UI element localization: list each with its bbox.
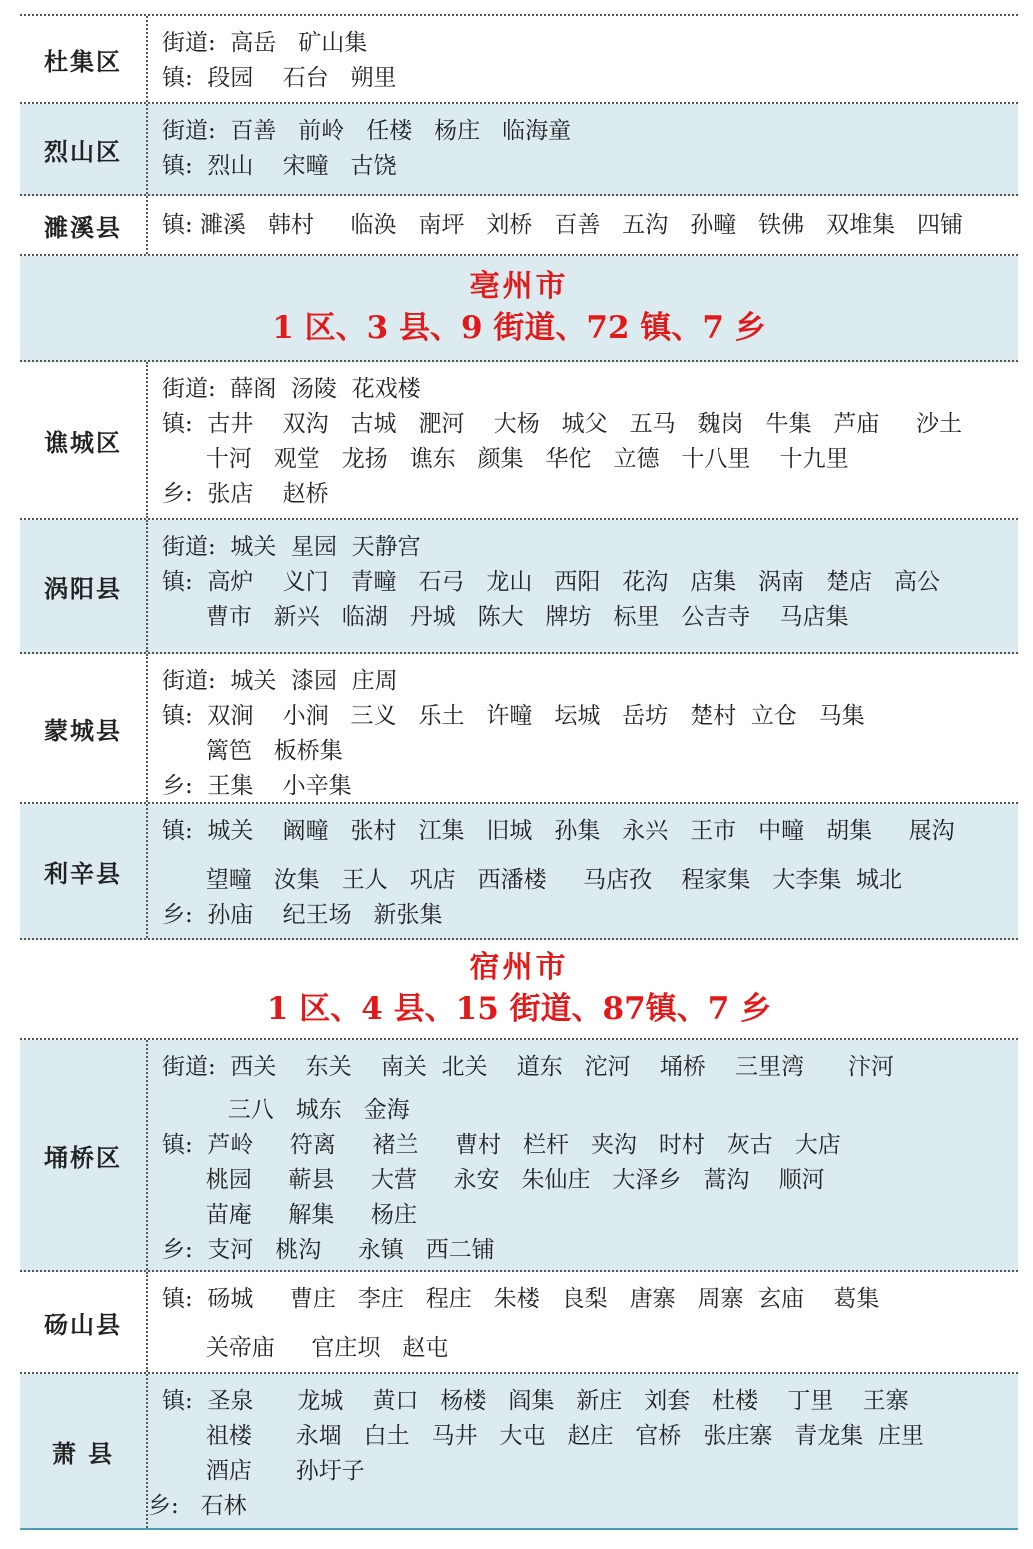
district-subdivisions (148, 16, 1018, 102)
district-subdivisions (148, 1272, 1018, 1372)
list-line: 祖楼 永堌 白土 马井 大屯 赵庄 官桥 张庄寨 青龙集 庄里 (162, 1423, 924, 1449)
district-name: 蒙城县 (20, 654, 148, 802)
list-line: 镇: 双涧 小涧 三义 乐土 许疃 坛城 岳坊 楚村 立仓 马集 (162, 703, 865, 729)
table-row (20, 362, 1018, 520)
table-row (20, 804, 1018, 940)
city-title: 宿州市 (469, 950, 569, 985)
city-summary: 1 区、4 县、15 街道、87镇、7 乡 (266, 991, 772, 1027)
table-row (20, 104, 1018, 196)
list-line: 乡: 张店 赵桥 (162, 481, 329, 507)
table-row (20, 14, 1018, 104)
city-title: 亳州市 (469, 269, 569, 304)
list-line: 乡: 支河 桃沟 永镇 西二铺 (162, 1237, 495, 1263)
district-name: 埇桥区 (20, 1040, 148, 1270)
list-line: 街道: 城关 漆园 庄周 (162, 668, 398, 694)
list-line: 镇: 圣泉 龙城 黄口 杨楼 阎集 新庄 刘套 杜楼 丁里 王寨 (162, 1388, 909, 1414)
list-line: 街道: 高岳 矿山集 (162, 30, 368, 56)
table-row (20, 654, 1018, 804)
district-table (20, 14, 1018, 1530)
list-line: 镇: 芦岭 符离 褚兰 曹村 栏杆 夹沟 时村 灰古 大店 (162, 1132, 841, 1158)
district-subdivisions (148, 804, 1018, 938)
list-line: 镇: 古井 双沟 古城 淝河 大杨 城父 五马 魏岗 牛集 芦庙 沙土 (162, 411, 962, 437)
district-name: 谯城区 (20, 362, 148, 518)
list-line: 酒店 孙圩子 (162, 1458, 365, 1484)
list-line: 镇: 烈山 宋疃 古饶 (162, 153, 397, 179)
district-name: 杜集区 (20, 16, 148, 102)
list-line: 镇: 段园 石台 朔里 (162, 65, 397, 91)
list-line: 街道: 薛阁 汤陵 花戏楼 (162, 376, 421, 402)
list-line: 望疃 汝集 王人 巩店 西潘楼 马店孜 程家集 大李集 城北 (162, 867, 902, 893)
list-line: 曹市 新兴 临湖 丹城 陈大 牌坊 标里 公吉寺 马店集 (162, 604, 849, 630)
table-row (20, 520, 1018, 654)
table-row (20, 1272, 1018, 1374)
list-line: 镇: 城关 阚疃 张村 江集 旧城 孙集 永兴 王市 中疃 胡集 展沟 (162, 818, 955, 844)
list-line-spacer (162, 849, 1008, 863)
district-subdivisions (148, 1040, 1018, 1270)
district-subdivisions (148, 520, 1018, 652)
list-line: 桃园 蕲县 大营 永安 朱仙庄 大泽乡 蒿沟 顺河 (162, 1167, 825, 1193)
list-line: 街道: 城关 星园 天静宫 (162, 534, 421, 560)
list-line: 街道: 百善 前岭 任楼 杨庄 临海童 (162, 118, 572, 144)
district-name: 涡阳县 (20, 520, 148, 652)
list-line: 镇: 濉溪 韩村 临涣 南坪 刘桥 百善 五沟 孙疃 铁佛 双堆集 四铺 (162, 212, 964, 238)
list-line: 镇: 高炉 义门 青疃 石弓 龙山 西阳 花沟 店集 涡南 楚店 高公 (162, 569, 941, 595)
list-line: 乡: 王集 小辛集 (162, 773, 352, 799)
district-name: 烈山区 (20, 104, 148, 194)
list-line: 苗庵 解集 杨庄 (162, 1202, 417, 1228)
list-line: 乡: 石林 (148, 1493, 247, 1519)
district-subdivisions (148, 1374, 1018, 1528)
list-line: 十河 观堂 龙扬 谯东 颜集 华佗 立德 十八里 十九里 (162, 446, 849, 472)
list-line: 篱笆 板桥集 (162, 738, 343, 764)
district-subdivisions (148, 196, 1018, 254)
list-line: 关帝庙 官庄坝 赵屯 (162, 1335, 449, 1361)
city-header (20, 256, 1018, 362)
table-row (20, 1374, 1018, 1530)
district-name: 濉溪县 (20, 196, 148, 254)
district-name: 利辛县 (20, 804, 148, 938)
city-summary: 1 区、3 县、9 街道、72 镇、7 乡 (272, 310, 766, 346)
list-line-spacer (162, 1085, 1008, 1093)
list-line: 三八 城东 金海 (162, 1097, 410, 1123)
district-subdivisions (148, 362, 1018, 518)
table-row (20, 196, 1018, 256)
district-subdivisions (148, 104, 1018, 194)
district-name: 萧 县 (20, 1374, 148, 1528)
list-line-spacer (162, 1317, 1008, 1331)
city-header (20, 940, 1018, 1040)
list-line: 街道: 西关 东关 南关 北关 道东 沱河 埇桥 三里湾 汴河 (162, 1054, 895, 1080)
district-subdivisions (148, 654, 1018, 802)
list-line: 乡: 孙庙 纪王场 新张集 (162, 902, 443, 928)
list-line: 镇: 砀城 曹庄 李庄 程庄 朱楼 良梨 唐寨 周寨 玄庙 葛集 (162, 1286, 880, 1312)
district-name: 砀山县 (20, 1272, 148, 1372)
table-row (20, 1040, 1018, 1272)
